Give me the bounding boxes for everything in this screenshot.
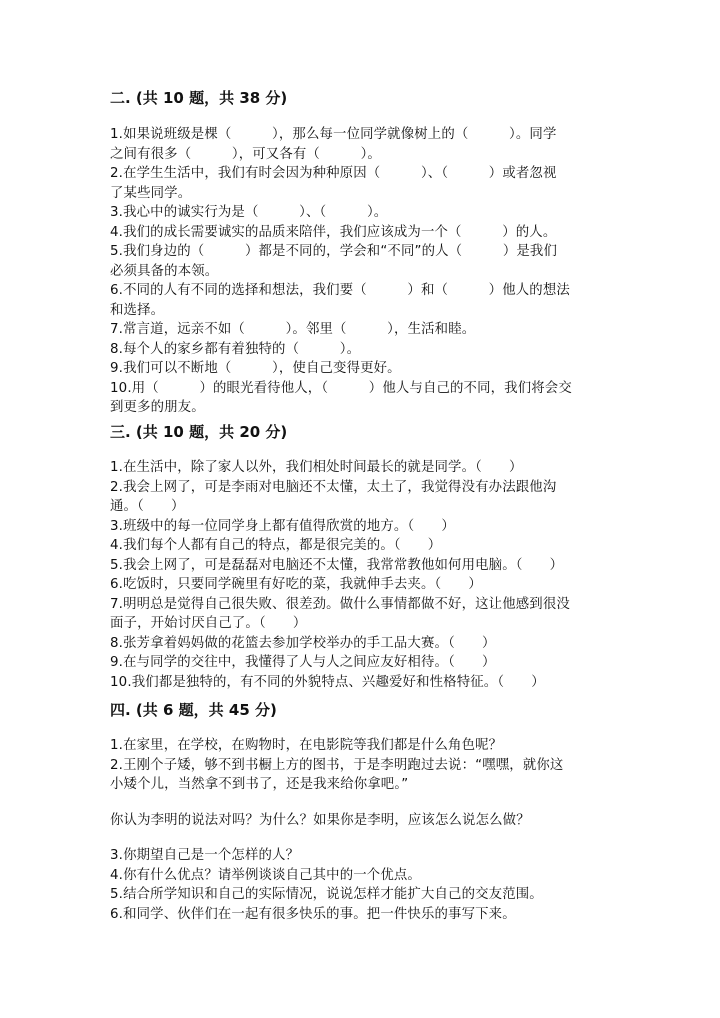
question-item: 10.我们都是独特的，有不同的外貌特点、兴趣爱好和性格特征。（ ）	[110, 674, 545, 690]
question-item: 3.班级中的每一位同学身上都有值得欣赏的地方。（ ）	[110, 518, 455, 534]
question-item: 4.我们每个人都有自己的特点，都是很完美的。（ ）	[110, 538, 442, 553]
question-item: 6.吃饭时，只要同学碗里有好吃的菜，我就伸手去夹。（ ）	[110, 577, 482, 592]
question-item: 9.在与同学的交往中，我懂得了人与人之间应友好相待。（ ）	[110, 655, 496, 670]
section-4-items-b	[110, 846, 615, 924]
question-item: 5.我们身边的（ ）都是不同的，学会和“不同”的人（ ）是我们 必须具备的本领。	[110, 244, 558, 279]
section-4	[110, 700, 615, 924]
section-3-items	[110, 458, 615, 692]
section-4-title: 四. (共 6 题，共 45 分)	[110, 701, 277, 719]
question-item: 6.不同的人有不同的选择和想法，我们要（ ）和（ ）他人的想法 和选择。	[110, 283, 570, 318]
section-4-items-a	[110, 736, 615, 795]
question-item: 8.张芳拿着妈妈做的花篮去参加学校举办的手工品大赛。（ ）	[110, 635, 496, 651]
question-item: 4.我们的成长需要诚实的品质来陪伴，我们应该成为一个（ ）的人。	[110, 224, 557, 240]
question-item: 3.我心中的诚实行为是（ ）、（ ）。	[110, 205, 388, 220]
question-item: 1.如果说班级是棵（ ），那么每一位同学就像树上的（ ）。同学 之间有很多（ ），可又各有（ ）。	[110, 127, 557, 162]
question-item: 4.你有什么优点？请举例谈谈自己其中的一个优点。	[110, 867, 421, 883]
question-item: 2.王刚个子矮，够不到书橱上方的图书，于是李明跑过去说：“嘿嘿，就你这 小矮个儿，当然拿不到书了，还是我来给你拿吧。”	[110, 757, 564, 792]
question-item: 2.我会上网了，可是李雨对电脑还不太懂，太土了，我觉得没有办法跟他沟 通。（ ）	[110, 479, 557, 514]
question-item: 6.和同学、伙伴们在一起有很多快乐的事。把一件快乐的事写下来。	[110, 906, 516, 922]
follow-up-question: 你认为李明的说法对吗？为什么？如果你是李明，应该怎么说怎么做？	[110, 812, 530, 828]
question-item: 1.在生活中，除了家人以外，我们相处时间最长的就是同学。（ ）	[110, 460, 523, 475]
question-item: 8.每个人的家乡都有着独特的（ ）。	[110, 341, 361, 357]
question-item: 7.明明总是觉得自己很失败、很差劲。做什么事情都做不好，这让他感到很没 面子，开始讨厌自己了。（ ）	[110, 596, 570, 631]
question-item: 3.你期望自己是一个怎样的人？	[110, 848, 300, 863]
question-item: 10.用（ ）的眼光看待他人，（ ）他人与自己的不同，我们将会交 到更多的朋友。	[110, 380, 572, 415]
question-item: 9.我们可以不断地（ ），使自己变得更好。	[110, 361, 401, 376]
section-3-title: 三. (共 10 题，共 20 分)	[110, 423, 288, 441]
section-2	[110, 88, 615, 418]
section-3	[110, 422, 615, 692]
question-item: 1.在家里，在学校，在购物时，在电影院等我们都是什么角色呢？	[110, 738, 503, 753]
question-item: 5.结合所学知识和自己的实际情况，说说怎样才能扩大自己的交友范围。	[110, 887, 543, 902]
question-item: 2.在学生生活中，我们有时会因为种种原因（ ）、（ ）或者忽视 了某些同学。	[110, 166, 557, 201]
section-2-title: 二. (共 10 题，共 38 分)	[110, 89, 288, 107]
section-2-items	[110, 125, 615, 418]
question-item: 5.我会上网了，可是磊磊对电脑还不太懂，我常常教他如何用电脑。（ ）	[110, 557, 564, 573]
question-item: 7.常言道，远亲不如（ ）。邻里（ ），生活和睦。	[110, 322, 476, 337]
